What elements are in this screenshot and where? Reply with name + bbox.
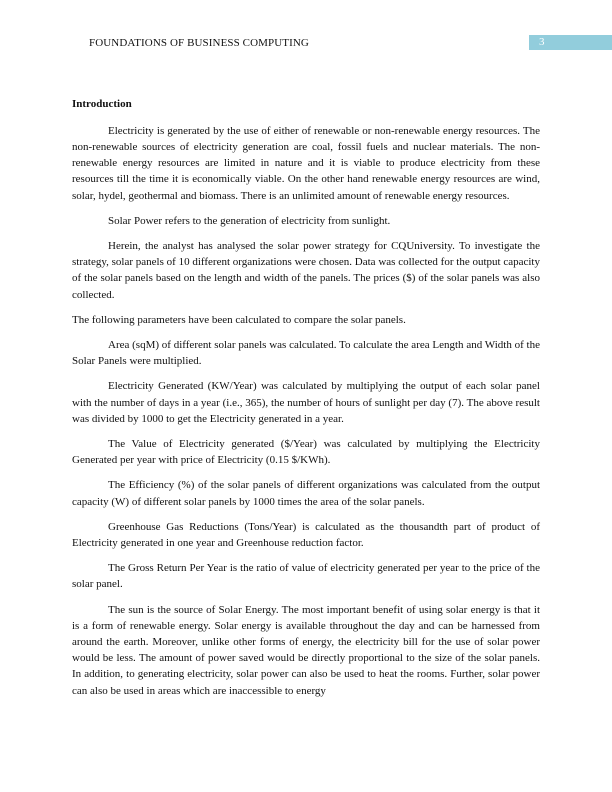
paragraph-area: Area (sqM) of different solar panels was calculated. To calculate the area Length and Width of the Solar Panels were multiplied. xyxy=(72,338,540,368)
paragraph-solar-power-definition: Solar Power refers to the generation of electricity from sunlight. xyxy=(108,214,391,227)
running-header-title: FOUNDATIONS OF BUSINESS COMPUTING xyxy=(89,37,309,49)
paragraph-solar-benefits: The sun is the source of Solar Energy. The most important benefit of using solar energy is that it is a form of renewable energy. Solar energy is available throughout the day and can be harnessed from around the earth. Moreover, unlike other forms of energy, the electricity bill for the use of solar power would be less. The amount of power saved would be directly proportional to the size of the solar panels. In addition, to generating electricity, solar power can also be used to heat the rooms. Further, solar power can also be used in areas which are inaccessible to energy xyxy=(72,603,540,697)
paragraph-electricity-sources: Electricity is generated by the use of either of renewable or non-renewable energy resources. The non-renewable sources of electricity generation are coal, fossil fuels and nuclear materials. The non-renewable energy resources are limited in nature and it is viable to produce electricity from these resources till the time it is economically viable. On the other hand renewable energy resources are wind, solar, hydel, geothermal and biomass. There is an unlimited amount of renewable energy resources. xyxy=(72,124,540,202)
paragraph-efficiency: The Efficiency (%) of the solar panels of different organizations was calculated from the output capacity (W) of different solar panels by 1000 times the area of the solar panels. xyxy=(72,479,540,508)
paragraph-parameters-intro: The following parameters have been calculated to compare the solar panels. xyxy=(72,313,406,326)
paragraph-gross-return: The Gross Return Per Year is the ratio of value of electricity generated per year to the price of the solar panel. xyxy=(72,562,540,591)
paragraph-electricity-value: The Value of Electricity generated ($/Year) was calculated by multiplying the Electricity Generated per year with price of Electricity (0.15 $/KWh). xyxy=(72,437,540,467)
section-heading: Introduction xyxy=(72,98,132,110)
paragraph-greenhouse-reductions: Greenhouse Gas Reductions (Tons/Year) is calculated as the thousandth part of product of Electricity generated in one year and Greenhouse reduction factor. xyxy=(72,520,540,549)
paragraph-electricity-generated: Electricity Generated (KW/Year) was calculated by multiplying the output of each solar panel with the number of days in a year (i.e., 365), the number of hours of sunlight per day (7). The above result was divided by 1000 to get the Electricity generated in a year. xyxy=(72,380,540,425)
page-number: 3 xyxy=(539,36,545,48)
document-body xyxy=(72,96,540,708)
paragraph-analysis-method: Herein, the analyst has analysed the solar power strategy for CQUniversity. To investigate the strategy, solar panels of 10 different organizations were chosen. Data was collected for the output capacity of the solar panels based on the length and width of the panels. The prices ($) of the solar panels was also collected. xyxy=(72,239,540,301)
page-number-badge xyxy=(529,35,612,50)
